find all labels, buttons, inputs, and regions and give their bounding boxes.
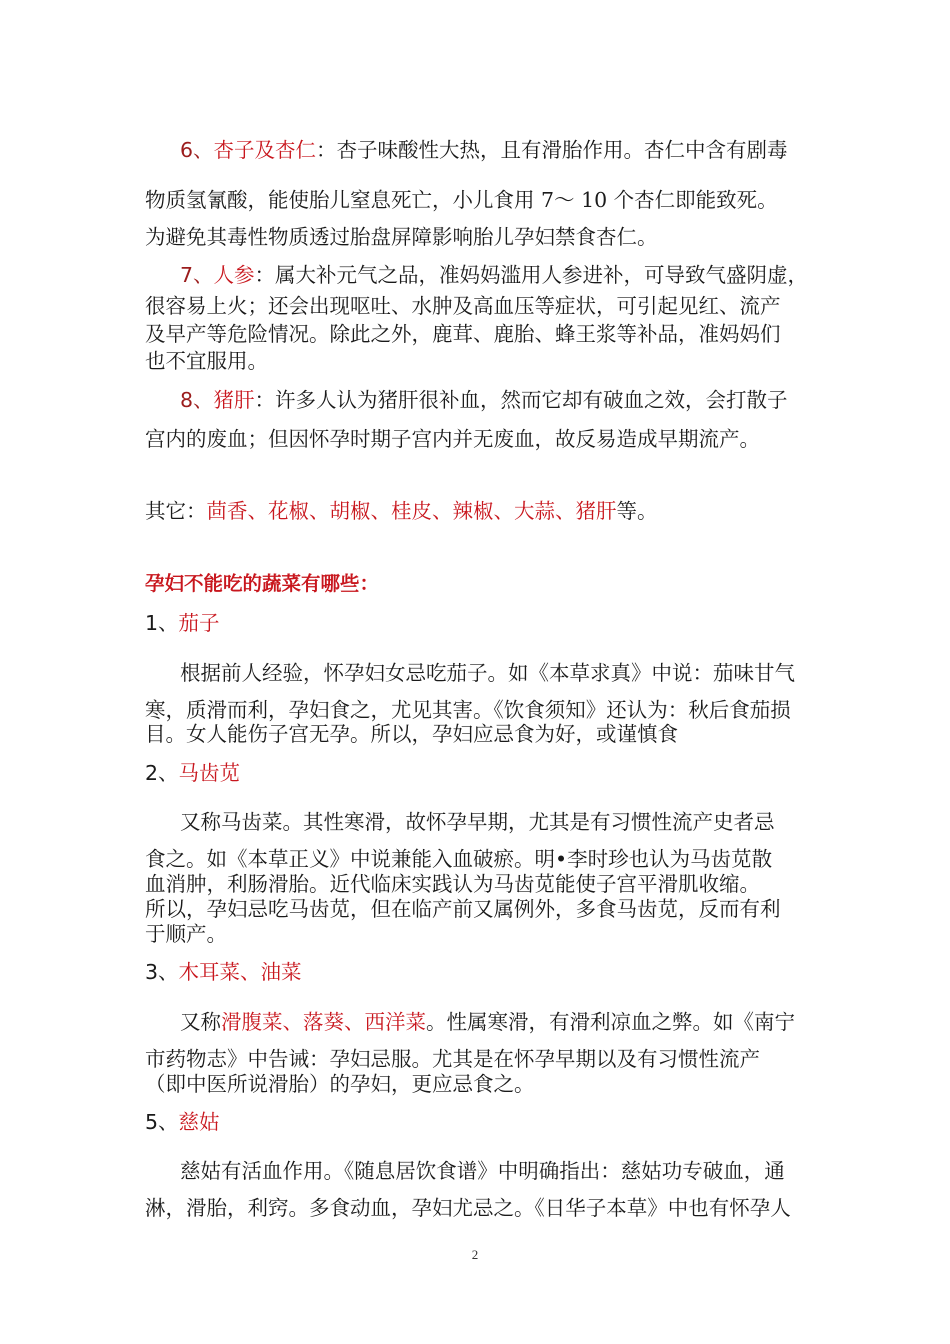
item-number: 3、 bbox=[145, 960, 179, 984]
item-number: 1、 bbox=[145, 611, 179, 635]
item-number: 5、 bbox=[145, 1110, 179, 1134]
other-items: 茴香、花椒、胡椒、桂皮、辣椒、大蒜、猪肝 bbox=[206, 499, 617, 523]
item-number: 6、 bbox=[180, 138, 214, 162]
veg-2-heading bbox=[145, 759, 240, 787]
item-7-line-4: 也不宜服用。 bbox=[145, 349, 268, 373]
vegetables-heading: 孕妇不能吃的蔬菜有哪些： bbox=[145, 572, 380, 595]
item-text: 。性属寒滑，有滑利凉血之弊。如《南宁 bbox=[426, 1010, 795, 1034]
item-6-line-2: 物质氢氰酸，能使胎儿窒息死亡，小儿食用 7～ 10 个杏仁即能致死。 bbox=[145, 188, 778, 212]
other-label: 其它： bbox=[145, 499, 207, 523]
item-7-line-2: 很容易上火；还会出现呕吐、水肿及高血压等症状，可引起见红、流产 bbox=[145, 294, 781, 318]
veg-2-line-5: 于顺产。 bbox=[145, 922, 227, 946]
item-text: ：许多人认为猪肝很补血，然而它却有破血之效，会打散子 bbox=[254, 388, 788, 412]
item-7-line-3: 及早产等危险情况。除此之外，鹿茸、鹿胎、蜂王浆等补品，准妈妈们 bbox=[145, 322, 781, 346]
item-8-line-1 bbox=[180, 386, 788, 414]
veg-3-line-1 bbox=[180, 1008, 795, 1036]
item-6-line-1 bbox=[180, 136, 788, 164]
veg-1-heading bbox=[145, 609, 220, 637]
veg-2-line-1: 又称马齿菜。其性寒滑，故怀孕早期，尤其是有习惯性流产史者忌 bbox=[180, 810, 775, 834]
item-6-line-3: 为避免其毒性物质透过胎盘屏障影响胎儿孕妇禁食杏仁。 bbox=[145, 225, 658, 249]
item-8-line-2: 宫内的废血；但因怀孕时期子宫内并无废血，故反易造成早期流产。 bbox=[145, 427, 760, 451]
veg-3-line-2: 市药物志》中告诫：孕妇忌服。尤其是在怀孕早期以及有习惯性流产 bbox=[145, 1047, 760, 1071]
veg-3-heading bbox=[145, 958, 302, 986]
item-text: ：属大补元气之品，准妈妈滥用人参进补，可导致气盛阴虚， bbox=[254, 263, 809, 287]
item-7-line-1 bbox=[180, 261, 808, 289]
veg-2-line-4: 所以，孕妇忌吃马齿苋，但在临产前又属例外，多食马齿苋，反而有利 bbox=[145, 897, 781, 921]
veg-5-heading bbox=[145, 1108, 220, 1136]
page-number: 2 bbox=[471, 1247, 479, 1262]
other-items-line bbox=[145, 497, 658, 525]
item-title: 木耳菜、油菜 bbox=[178, 960, 302, 984]
item-text: 又称 bbox=[180, 1010, 221, 1034]
veg-2-line-3: 血消肿，利肠滑胎。近代临床实践认为马齿苋能使子宫平滑肌收缩。 bbox=[145, 872, 760, 896]
veg-3-line-3: （即中医所说滑胎）的孕妇，更应忌食之。 bbox=[145, 1072, 535, 1096]
veg-5-line-1: 慈姑有活血作用。《随息居饮食谱》中明确指出：慈姑功专破血，通 bbox=[180, 1159, 785, 1183]
item-title: 马齿苋 bbox=[178, 761, 241, 785]
item-title: 茄子 bbox=[178, 611, 220, 635]
item-title: 杏子及杏仁 bbox=[213, 138, 317, 162]
item-number: 2、 bbox=[145, 761, 179, 785]
item-highlight: 滑腹菜、落葵、西洋菜 bbox=[221, 1010, 426, 1034]
other-end: 等。 bbox=[616, 499, 658, 523]
veg-2-line-2: 食之。如《本草正义》中说兼能入血破瘀。明•李时珍也认为马齿苋散 bbox=[145, 847, 773, 871]
item-number: 8、 bbox=[180, 388, 214, 412]
veg-1-line-1: 根据前人经验，怀孕妇女忌吃茄子。如《本草求真》中说：茄味甘气 bbox=[180, 661, 795, 685]
item-text: ：杏子味酸性大热，且有滑胎作用。杏仁中含有剧毒 bbox=[316, 138, 788, 162]
veg-1-line-2: 寒，质滑而利，孕妇食之，尤见其害。《饮食须知》还认为：秋后食茄损 bbox=[145, 698, 791, 722]
veg-5-line-2: 淋，滑胎，利窍。多食动血，孕妇尤忌之。《日华子本草》中也有怀孕人 bbox=[145, 1196, 791, 1220]
veg-1-line-3: 目。女人能伤子宫无孕。所以，孕妇应忌食为好，或谨慎食 bbox=[145, 722, 678, 746]
item-title: 慈姑 bbox=[178, 1110, 220, 1134]
item-title: 人参 bbox=[213, 263, 255, 287]
item-number: 7、 bbox=[180, 263, 214, 287]
item-title: 猪肝 bbox=[213, 388, 255, 412]
